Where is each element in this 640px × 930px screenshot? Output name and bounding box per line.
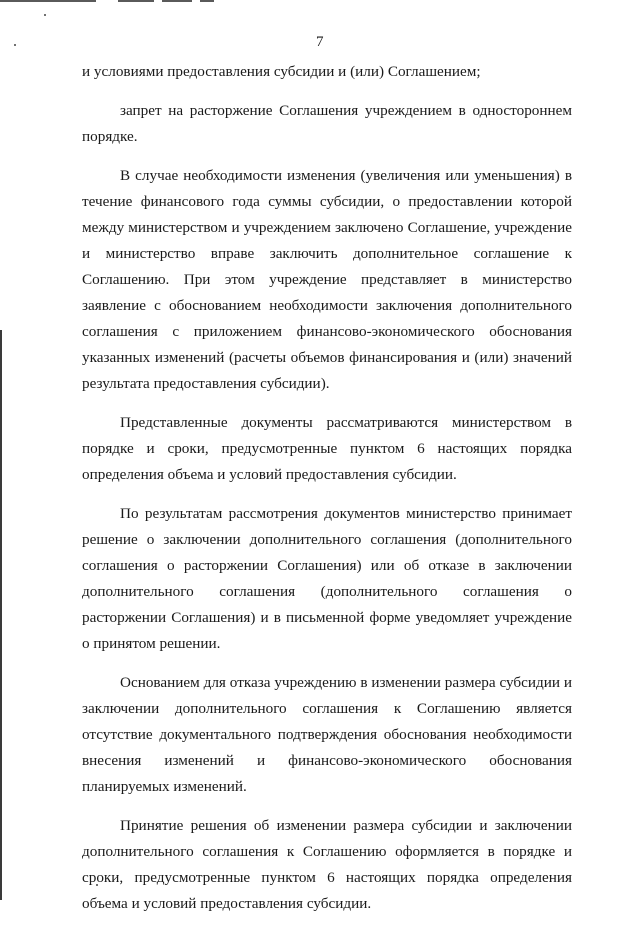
document-body [82, 59, 572, 930]
paragraph: Принятие решения об изменении размера субсидии и заключении дополнительного соглашения к Соглашению оформляется в порядке и сроки, предусмотренные пунктом 6 настоящих порядка определения объема и условий предоставления субсидии. [82, 817, 572, 912]
paragraph: запрет на расторжение Соглашения учреждением в одностороннем порядке. [82, 102, 572, 145]
paragraph: В случае необходимости изменения (увеличения или уменьшения) в течение финансового года суммы субсидии, о предоставлении которой между министерством и учреждением заключено Соглашение, учреждение и министерство вправе заключить дополнительное соглашение к Соглашению. При этом учреждение представляет в министерство заявление с обоснованием необходимости заключения дополнительного соглашения с приложением финансово-экономического обоснования указанных изменений (расчеты объемов финансирования и (или) значений результата предоставления субсидии). [82, 167, 572, 392]
paragraph-continuation: и условиями предоставления субсидии и (или) Соглашением; [82, 63, 481, 80]
page-number: 7 [316, 34, 324, 50]
scan-artifact-top [0, 0, 640, 3]
scan-speck [44, 14, 46, 16]
paragraph: Представленные документы рассматриваются министерством в порядке и сроки, предусмотренные пунктом 6 настоящих порядка определения объема и условий предоставления субсидии. [82, 414, 572, 483]
paragraph: По результатам рассмотрения документов министерство принимает решение о заключении дополнительного соглашения (дополнительного соглашения о расторжении Соглашения) или об отказе в заключении дополнительного соглашения (дополнительного соглашения о расторжении Соглашения) и в письменной форме уведомляет учреждение о принятом решении. [82, 505, 572, 652]
scan-artifact-left-edge [0, 330, 2, 900]
paragraph: Основанием для отказа учреждению в изменении размера субсидии и заключении дополнительного соглашения к Соглашению является отсутствие документального подтверждения обоснования необходимости внесения изменений и финансово-экономического обоснования планируемых изменений. [82, 674, 572, 795]
